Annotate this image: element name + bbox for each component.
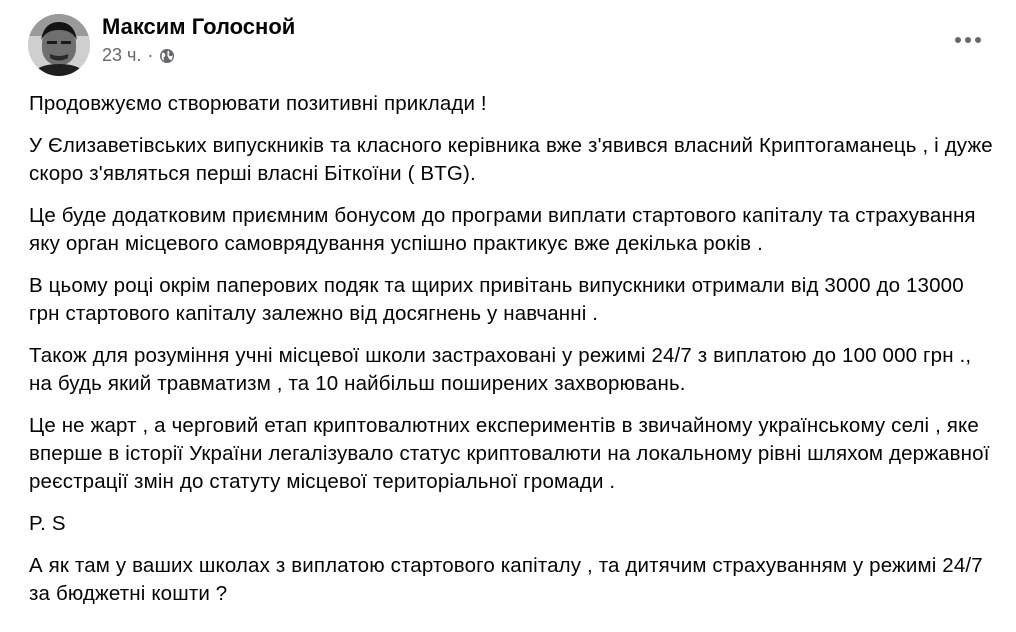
more-options-button[interactable]	[948, 26, 988, 54]
post-paragraph: У Єлизаветівських випускників та класного керівника вже з'явився власний Криптогаманець , і дуже скоро з'являться перші власні Біткоїни ( BTG).	[29, 134, 993, 185]
post-paragraph: Продовжуємо створювати позитивні приклади !	[29, 92, 487, 115]
post-body	[29, 90, 994, 622]
post-meta	[102, 45, 175, 66]
post-paragraph: А як там у ваших школах з виплатою стартового капіталу , та дитячим страхуванням у режимі 24/7 за бюджетні кошти ?	[29, 554, 983, 605]
author-name-link[interactable]: Максим Голосной	[102, 14, 296, 39]
meta-separator: ·	[147, 45, 154, 65]
author-avatar[interactable]	[28, 14, 90, 76]
post-paragraph: P. S	[29, 512, 66, 535]
post-paragraph: Це буде додатковим приємним бонусом до програми виплати стартового капіталу та страхування яку орган місцевого самоврядування успішно практикує вже декілька років .	[29, 204, 976, 255]
more-dots-icon	[955, 37, 961, 43]
globe-icon[interactable]	[159, 48, 175, 64]
post-paragraph: Це не жарт , а черговий етап криптовалютних експериментів в звичайному українському селі , яке вперше в історії України легалізувало статус криптовалюти на локальному рівні шляхом державної реєстрації змін до статуту місцевої територіальної громади .	[29, 414, 990, 493]
more-dots-icon	[975, 37, 981, 43]
user-avatar-photo-icon	[28, 14, 90, 76]
more-dots-icon	[965, 37, 971, 43]
post-paragraph: В цьому році окрім паперових подяк та щирих привітань випускники отримали від 3000 до 13000 грн стартового капіталу залежно від досягнень у навчанні .	[29, 274, 964, 325]
post-timestamp[interactable]: 23 ч.	[102, 45, 142, 65]
post-paragraph: Також для розуміння учні місцевої школи застраховані у режимі 24/7 з виплатою до 100 000 грн ., на будь який травматизм , та 10 найбільш поширених захворювань.	[29, 344, 972, 395]
